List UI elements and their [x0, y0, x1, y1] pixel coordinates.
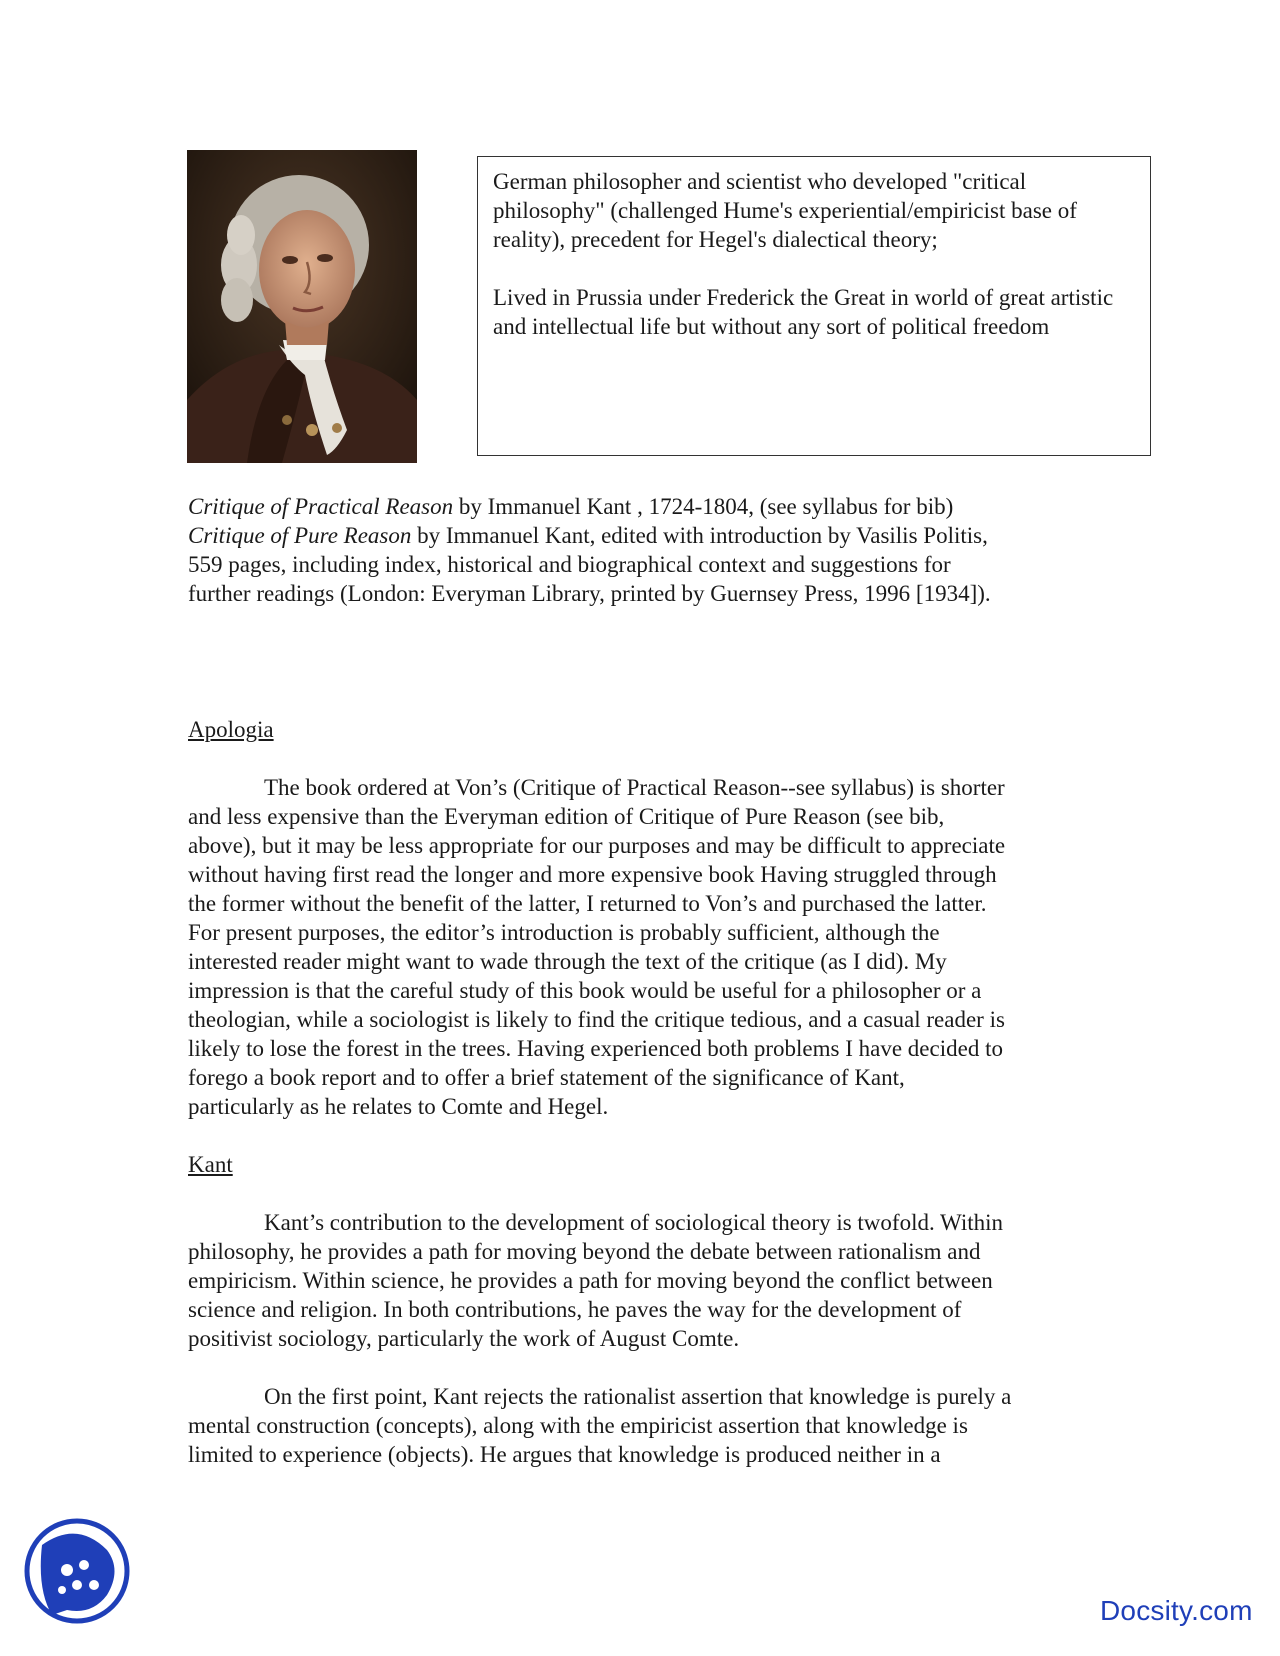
portrait-illustration: [187, 150, 417, 463]
kant-line: empiricism. Within science, he provides a path for moving beyond the conflict between: [188, 1268, 993, 1293]
docsity-brand-text[interactable]: Docsity.com: [1100, 1595, 1253, 1626]
kant-portrait-image: [187, 150, 417, 463]
biblio-line-4: further readings (London: Everyman Library, printed by Guernsey Press, 1996 [1934]).: [188, 581, 991, 606]
apologia-line: forego a book report and to offer a brief statement of the significance of Kant,: [188, 1065, 905, 1090]
apologia-heading: Apologia: [188, 717, 274, 742]
apologia-line: interested reader might want to wade through the text of the critique (as I did). My: [188, 949, 947, 974]
biblio-line-2: [188, 521, 1168, 550]
kant-heading: Kant: [188, 1152, 233, 1177]
bio-summary-box: [477, 156, 1151, 456]
apologia-line: For present purposes, the editor’s introduction is probably sufficient, although the: [188, 920, 940, 945]
apologia-line: above), but it may be less appropriate for our purposes and may be difficult to appreciate: [188, 833, 1006, 858]
kant-line: On the first point, Kant rejects the rationalist assertion that knowledge is purely a: [264, 1384, 1012, 1409]
apologia-line: impression is that the careful study of this book would be useful for a philosopher or a: [188, 978, 982, 1003]
biblio-title-1: Critique of Practical Reason: [188, 494, 454, 519]
bio-paragraph-1: German philosopher and scientist who developed "critical philosophy" (challenged Hume's experiential/empiricist base of reality), precedent for Hegel's dialectical theory;: [493, 169, 1077, 252]
kant-line: limited to experience (objects). He argues that knowledge is produced neither in a: [188, 1442, 941, 1467]
docsity-logo-icon: [22, 1515, 132, 1627]
bibliography: [188, 492, 1168, 608]
biblio-rest-1: by Immanuel Kant , 1724-1804, (see syllabus for bib): [453, 494, 954, 519]
apologia-line: without having first read the longer and more expensive book Having struggled through: [188, 862, 997, 887]
apologia-line: The book ordered at Von’s (Critique of Practical Reason--see syllabus) is shorter: [264, 775, 1005, 800]
biblio-line-1: [188, 492, 1168, 521]
kant-line: philosophy, he provides a path for moving beyond the debate between rationalism and: [188, 1239, 981, 1264]
apologia-line: the former without the benefit of the latter, I returned to Von’s and purchased the latter.: [188, 891, 987, 916]
biblio-title-2: Critique of Pure Reason: [188, 523, 412, 548]
kant-line: science and religion. In both contributions, he paves the way for the development of: [188, 1297, 962, 1322]
apologia-line: and less expensive than the Everyman edition of Critique of Pure Reason (see bib,: [188, 804, 945, 829]
apologia-line: likely to lose the forest in the trees. Having experienced both problems I have decided to: [188, 1036, 1003, 1061]
apologia-line: particularly as he relates to Comte and Hegel.: [188, 1094, 609, 1119]
apologia-paragraph: [188, 773, 1088, 1121]
kant-line: Kant’s contribution to the development of sociological theory is twofold. Within: [264, 1210, 1003, 1235]
kant-line: mental construction (concepts), along with the empiricist assertion that knowledge is: [188, 1413, 968, 1438]
biblio-line-3: 559 pages, including index, historical and biographical context and suggestions for: [188, 552, 951, 577]
bio-paragraph-2: Lived in Prussia under Frederick the Great in world of great artistic and intellectual life but without any sort of political freedom: [493, 285, 1114, 339]
apologia-line: theologian, while a sociologist is likely to find the critique tedious, and a casual reader is: [188, 1007, 1005, 1032]
kant-line: positivist sociology, particularly the work of August Comte.: [188, 1326, 740, 1351]
biblio-rest-2: by Immanuel Kant, edited with introduction by Vasilis Politis,: [411, 523, 988, 548]
kant-paragraph-1: [188, 1208, 1088, 1353]
kant-paragraph-2: [188, 1382, 1088, 1469]
